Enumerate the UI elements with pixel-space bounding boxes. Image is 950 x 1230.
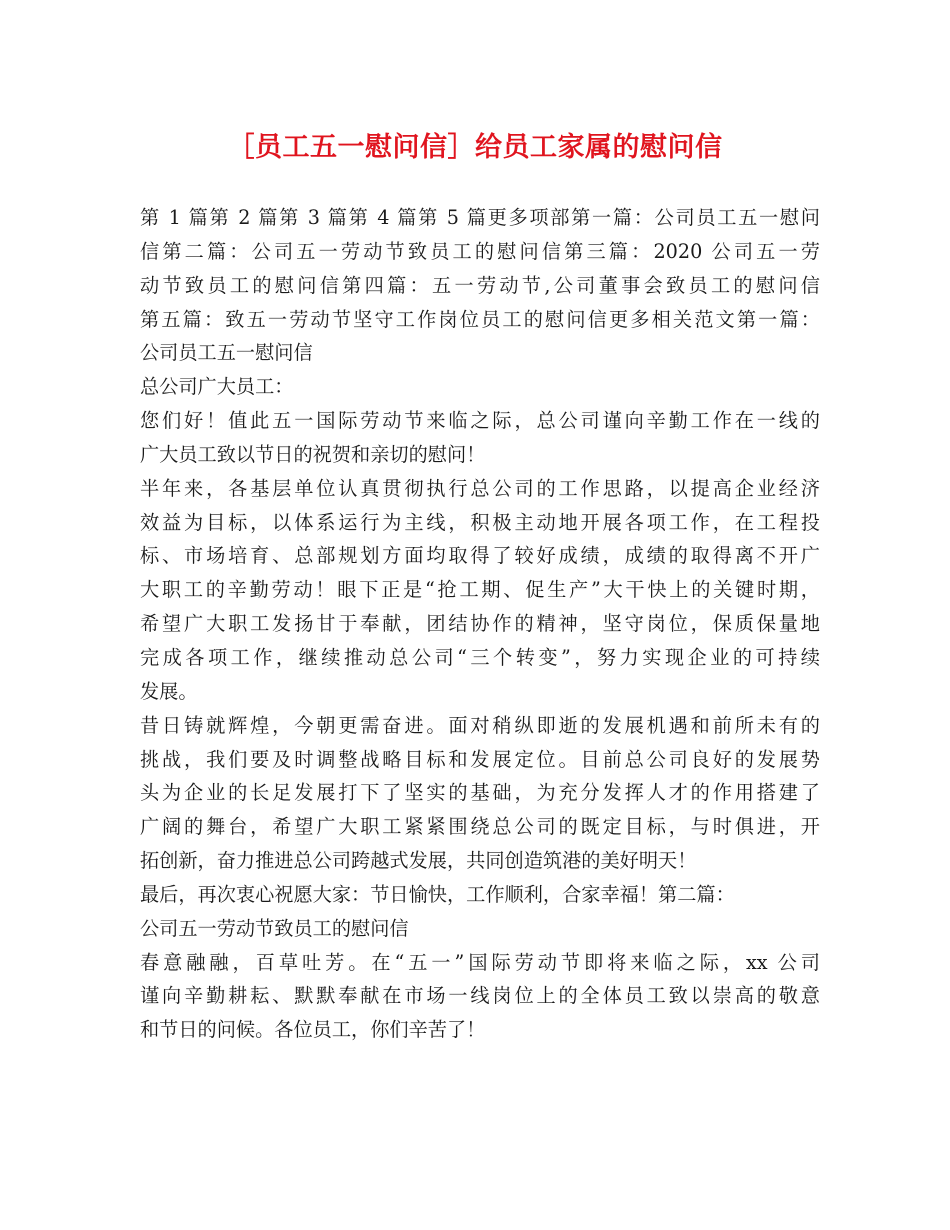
text-line: 信第二篇：公司五一劳动节致员工的慰问信第三篇：2020 公司五一劳 <box>140 239 820 263</box>
text-line: 效益为目标，以体系运行为主线，积极主动地开展各项工作，在工程投 <box>140 510 820 534</box>
text-line: 挑战，我们要及时调整战略目标和发展定位。目前总公司良好的发展势 <box>140 747 820 771</box>
document-body <box>140 201 820 1047</box>
text-line: 春意融融，百草吐芳。在“五一”国际劳动节即将来临之际，xx 公司 <box>140 950 820 974</box>
text-line: 拓创新，奋力推进总公司跨越式发展，共同创造筑港的美好明天！ <box>140 849 697 873</box>
text-line: 公司员工五一慰问信 <box>140 341 313 365</box>
text-line: 昔日铸就辉煌，今朝更需奋进。面对稍纵即逝的发展机遇和前所未有的 <box>140 713 820 737</box>
text-line: 总公司广大员工： <box>140 375 294 399</box>
text-line: 动节致员工的慰问信第四篇：五一劳动节,公司董事会致员工的慰问信 <box>140 273 820 297</box>
text-line: 广大员工致以节日的祝贺和亲切的慰问！ <box>140 442 486 466</box>
text-line: 广阔的舞台，希望广大职工紧紧围绕总公司的既定目标，与时俱进，开 <box>140 815 820 839</box>
text-line: 头为企业的长足发展打下了坚实的基础，为充分发挥人才的作用搭建了 <box>140 781 820 805</box>
text-line: 半年来，各基层单位认真贯彻执行总公司的工作思路，以提高企业经济 <box>140 476 820 500</box>
text-line: 希望广大职工发扬甘于奉献，团结协作的精神，坚守岗位，保质保量地 <box>140 612 820 636</box>
text-line: 完成各项工作，继续推动总公司“三个转变”，努力实现企业的可持续 <box>140 645 820 669</box>
text-line: 第五篇：致五一劳动节坚守工作岗位员工的慰问信更多相关范文第一篇： <box>140 307 820 331</box>
text-line: 大职工的辛勤劳动！眼下正是“抢工期、促生产”大干快上的关键时期， <box>140 578 820 602</box>
text-line: 发展。 <box>140 679 198 703</box>
text-line: 您们好！值此五一国际劳动节来临之际，总公司谨向辛勤工作在一线的 <box>140 409 820 433</box>
document-title: ［员工五一慰问信］给员工家属的慰问信 <box>227 132 723 163</box>
text-line: 公司五一劳动节致员工的慰问信 <box>140 916 409 940</box>
text-line: 最后，再次衷心祝愿大家：节日愉快，工作顺利，合家幸福！第二篇： <box>140 882 735 906</box>
text-line: 谨向辛勤耕耘、默默奉献在市场一线岗位上的全体员工致以崇高的敬意 <box>140 984 820 1008</box>
text-line: 和节日的问候。各位员工，你们辛苦了！ <box>140 1018 486 1042</box>
text-line: 标、市场培育、总部规划方面均取得了较好成绩，成绩的取得离不开广 <box>140 544 820 568</box>
text-line: 第 1 篇第 2 篇第 3 篇第 4 篇第 5 篇更多项部第一篇：公司员工五一慰问 <box>140 206 820 229</box>
